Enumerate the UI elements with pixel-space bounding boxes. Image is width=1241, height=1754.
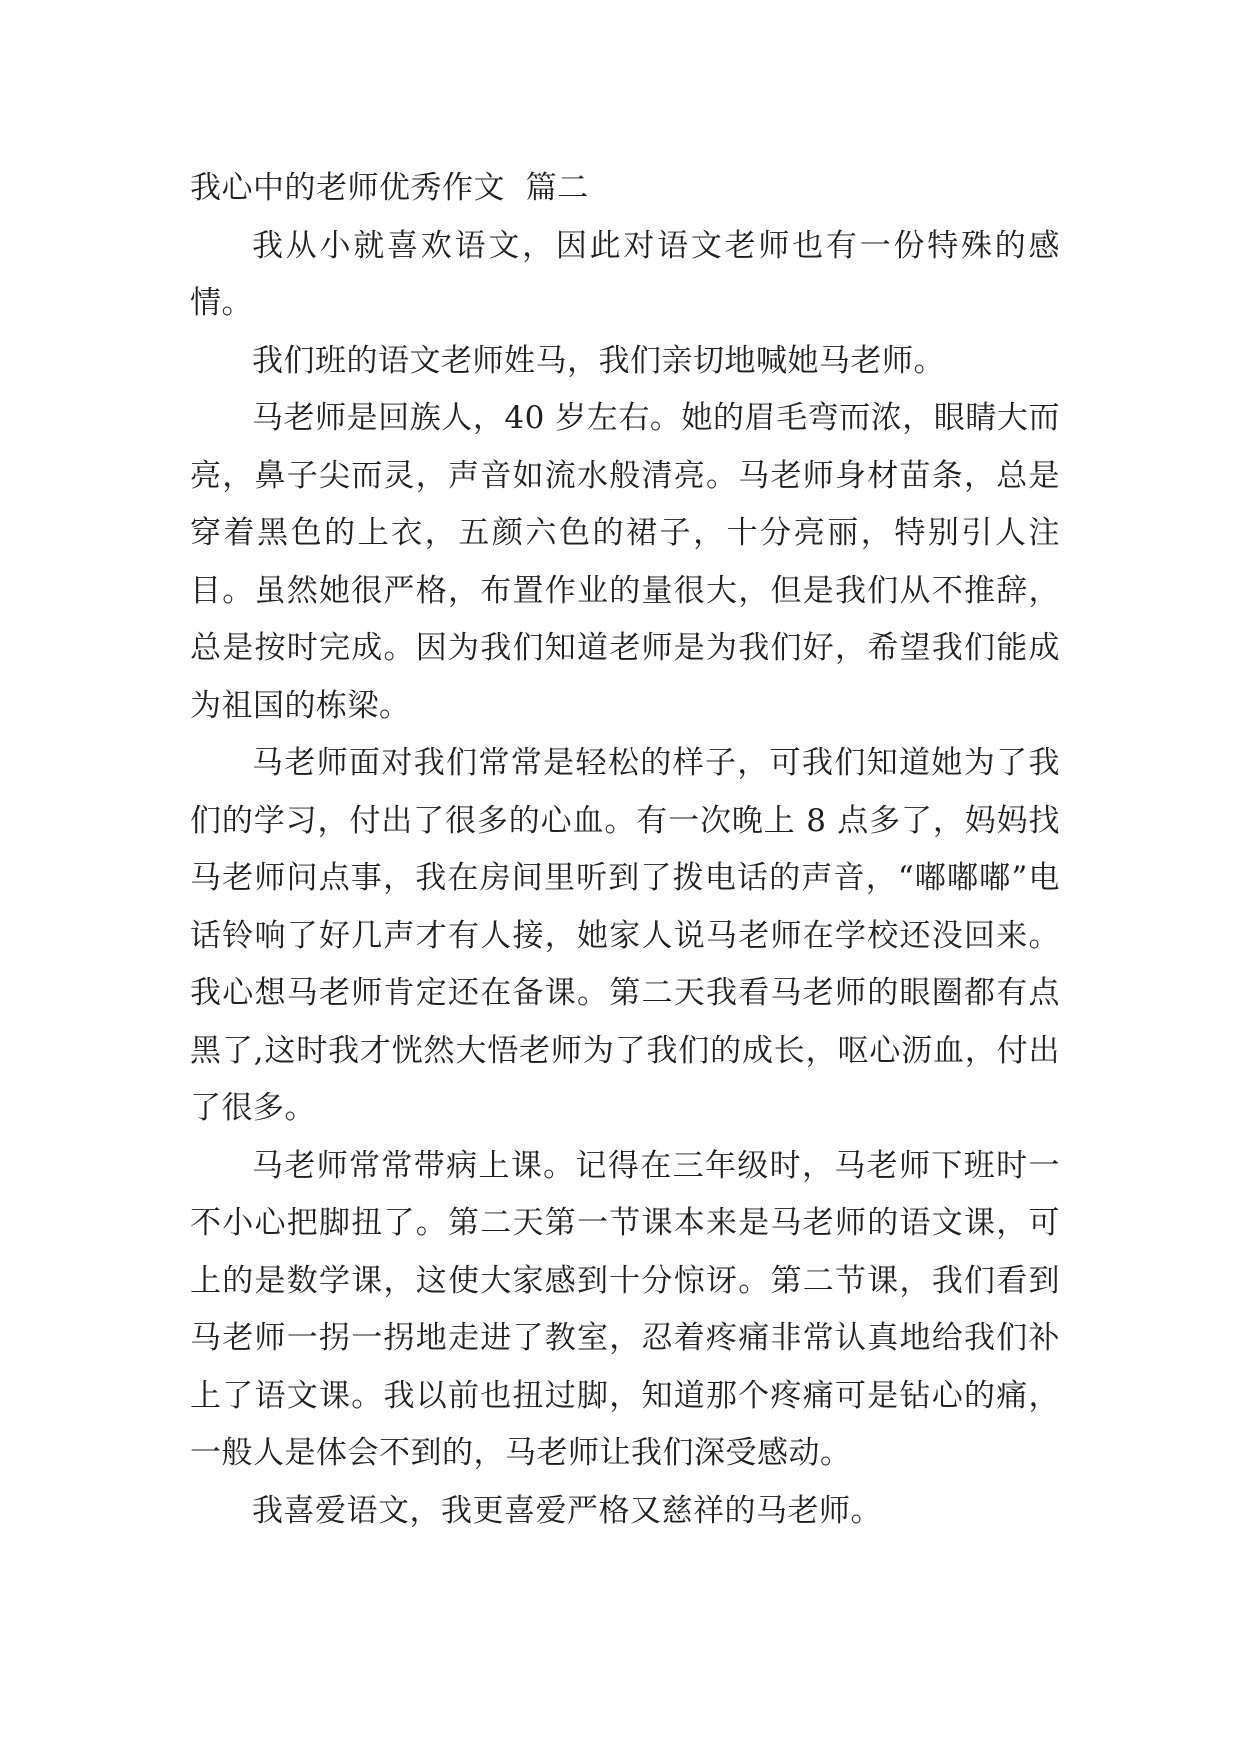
paragraph-5: 马老师常常带病上课。记得在三年级时，马老师下班时一不小心把脚扭了。第二天第一节课本来是马老师的语文课，可上的是数学课，这使大家感到十分惊讶。第二节课，我们看到马老师一拐一拐地走进了教室，忍着疼痛非常认真地给我们补上了语文课。我以前也扭过脚，知道那个疼痛可是钻心的痛，一般人是体会不到的，马老师让我们深受感动。 xyxy=(190,1147,1060,1471)
document-body xyxy=(190,160,1060,1540)
paragraph-3: 马老师是回族人，40 岁左右。她的眉毛弯而浓，眼睛大而亮，鼻子尖而灵，声音如流水般清亮。马老师身材苗条，总是穿着黑色的上衣，五颜六色的裙子，十分亮丽，特别引人注目。虽然她很严格，布置作业的量很大，但是我们从不推辞，总是按时完成。因为我们知道老师是为我们好，希望我们能成为祖国的栋梁。 xyxy=(190,400,1060,724)
paragraph-6: 我喜爱语文，我更喜爱严格又慈祥的马老师。 xyxy=(252,1492,882,1529)
paragraph-1: 我从小就喜欢语文，因此对语文老师也有一份特殊的感情。 xyxy=(190,227,1060,321)
paragraph-2: 我们班的语文老师姓马，我们亲切地喊她马老师。 xyxy=(252,342,945,379)
paragraph-4: 马老师面对我们常常是轻松的样子，可我们知道她为了我们的学习，付出了很多的心血。有一次晚上 8 点多了，妈妈找马老师问点事，我在房间里听到了拨电话的声音，“嘟嘟嘟”电话铃响了好几声才有人接，她家人说马老师在学校还没回来。我心想马老师肯定还在备课。第二天我看马老师的眼圈都有点黑了,这时我才恍然大悟老师为了我们的成长，呕心沥血，付出了很多。 xyxy=(190,745,1060,1126)
document-title: 我心中的老师优秀作文 篇二 xyxy=(190,170,589,206)
